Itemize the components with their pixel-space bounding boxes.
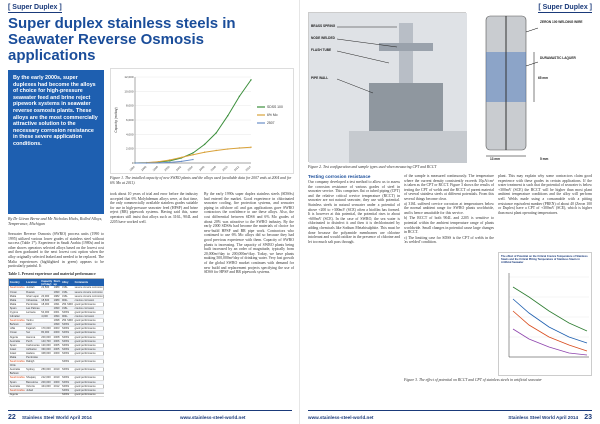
table-cell: Ashkelon: [25, 347, 40, 351]
table-cell: Malta: [9, 302, 25, 306]
table-cell: 1989: [53, 298, 60, 302]
table-cell: 2008: [53, 335, 60, 339]
table-header-cell: Country: [9, 279, 25, 286]
table-cell: Spain: [9, 380, 25, 384]
x-tick-label: 2010: [221, 164, 229, 173]
specimen-drawing: [472, 12, 592, 162]
table-cell: Fujairah: [25, 327, 40, 331]
table-cell: 18,000: [40, 302, 52, 306]
table-cell: 54,000: [40, 310, 52, 314]
table-cell: 2010: [53, 368, 60, 372]
data-point: [227, 115, 228, 116]
table-cell: 2003: [53, 327, 60, 331]
table-cell: good performance: [74, 343, 104, 347]
table-cell: Yanbu: [25, 319, 40, 323]
table-cell: good performance: [74, 351, 104, 355]
experience-table: [8, 278, 104, 394]
table-cell: 212,000: [40, 376, 52, 380]
table-body: [9, 286, 104, 396]
table-cell: SDSS: [61, 335, 74, 339]
table-cell: 80,000: [40, 331, 52, 335]
table-cell: good performance: [74, 327, 104, 331]
table-cell: Las Palmas: [26, 306, 40, 310]
data-point: [192, 154, 193, 155]
table-cell: 2005: [53, 347, 60, 351]
table-cell: 170,000: [40, 327, 52, 331]
table-cell: 1994: [53, 315, 60, 319]
table-cell: Saudi Arabia: [9, 319, 25, 323]
table-cell: severe crevice corrosion: [74, 290, 103, 294]
table-cell: 2009: [53, 380, 60, 384]
intro-box: By the early 2000s, super duplexes had become the alloys of choice for high-pressure seawater feed and brine reject pipework systems in seawater reverse osmosis plants. These alloys are the most commercially attractive solution to the necessary corrosion resistance in these severe application conditions.: [8, 70, 104, 214]
y-tick-label: 12,000: [124, 75, 134, 79]
potential-chart-title: The effect of Potential on the Critical Crevice Temperature of Stainless Steels and the Critical Pitting Temperature of Stainless Steels in Artificial Seawater: [501, 255, 588, 265]
y-tick-label: 2,000: [125, 146, 134, 151]
magazine-name: Stainless Steel World April 2014: [22, 415, 92, 420]
results-list: [404, 202, 494, 245]
table-cell: severe crevice corrosion: [74, 294, 103, 298]
y-tick-label: 10,000: [124, 89, 134, 94]
footer-rule: [8, 410, 292, 411]
table-cell: 22,500: [40, 286, 52, 290]
table-cell: 316L: [61, 306, 74, 310]
table-cell: good performance: [74, 384, 104, 388]
table-cell: Cirkewwa: [25, 298, 40, 302]
table-header-cell: Start-up: [53, 279, 61, 286]
table-cell: Spain: [9, 343, 25, 347]
data-point: [169, 159, 170, 160]
right-page: [300, 0, 600, 424]
x-tick-label: 2014: [244, 164, 252, 173]
page-number: 22: [8, 414, 16, 421]
table-cell: Jeddah: [25, 286, 40, 290]
table-cell: Malta: [9, 298, 25, 302]
table-cell: 2012: [53, 384, 60, 388]
section-tag: [ Super Duplex ]: [8, 4, 62, 11]
table-cell: good performance: [74, 347, 104, 351]
table-cell: crevice corrosion: [74, 298, 104, 302]
figure-3-caption: Figure 3. The effect of potential on RCCT and CPT of stainless steels in artificial seawater: [404, 378, 542, 382]
table-cell: Pembroke: [25, 356, 40, 360]
table-cell: Jubail: [25, 388, 40, 392]
x-tick-label: 1996: [140, 164, 148, 173]
table-cell: Australia: [9, 339, 25, 343]
table-cell: Sydney: [25, 368, 40, 372]
table-cell: good performance: [74, 339, 104, 343]
photo-label-4: PIPE WALL: [311, 76, 329, 80]
table-cell: SDSS: [61, 351, 74, 355]
table-row: [9, 376, 104, 380]
capacity-chart-svg: [111, 69, 295, 175]
table-cell: SDSS: [61, 368, 74, 372]
byline: By Dr Göran Berne and Mr Nicholas Hicks, Rolled Alloys, Temperance, Michigan: [8, 216, 103, 226]
data-point: [250, 147, 251, 148]
table-cell: 316L: [61, 286, 74, 290]
table-cell: 904L: [61, 315, 74, 319]
table-cell: SDSS: [61, 376, 74, 380]
x-tick-label: 2006: [198, 164, 206, 173]
table-cell: Israel: [9, 347, 25, 351]
table-cell: 1991: [53, 302, 60, 306]
y-tick-label: 6,000: [125, 118, 134, 122]
table-cell: good performance: [74, 392, 104, 396]
table-cell: Bahrain: [9, 323, 25, 327]
table-cell: Australia: [9, 384, 25, 388]
table-cell: 1998: [53, 319, 60, 323]
table-cell: 200,000: [40, 335, 52, 339]
table-cell: Barcelona: [25, 380, 40, 384]
table-cell: good performance: [74, 302, 104, 306]
y-tick-label: 8,000: [125, 103, 134, 108]
table-cell: good performance: [74, 331, 104, 335]
potential-chart-svg: [499, 267, 593, 371]
list-item: c) The limiting case for SDSS is the CPT of welds in the 'as welded' condition.: [404, 235, 494, 245]
table-cell: Perth: [25, 339, 40, 343]
table-cell: 2009: [53, 351, 60, 355]
specimen-label-wire: ZERON 100 WELDING WIRE: [540, 20, 583, 24]
table-row: [9, 392, 104, 396]
table-cell: good performance: [74, 323, 104, 327]
table-cell: Oman: [9, 290, 25, 294]
table-cell: Hadera: [25, 351, 40, 355]
section-heading: Testing corrosion resistance: [308, 174, 371, 179]
x-tick-label: 2002: [174, 164, 183, 173]
legend-label: 6% Mo: [267, 113, 278, 118]
list-item: b) The RCCT of both 904L and 2205 is sensitive to potential within the ambient temperature range of plants worldwide. Small changes in potential cause large changes in RCCT.: [404, 216, 494, 235]
table-cell: 1999: [53, 323, 60, 327]
table-cell: 348,000: [40, 351, 52, 355]
body-column-r1: Our company developed a test method to allow us to assess the corrosion resistance of various grades of steel in seawater service. This comprises flat or tubed piping (CPT) and the relative critical crevice temperature (RCCT) in seawater are not natural seawater, they use with potential. Stainless steels in natural seawater under a potential of above +200 to +300mV (SCE) often a biofilm has formed. It is however at this potential, the potential rises to about +600mV (SCE). In the case of SWRO, the sea water is chlorinated to disinfect it and then it is dechlorinated by adding chemicals like Sodium Metabisulphite. This must be done because the polyamide membranes are chlorine intolerant and would oxidize in the presence of chlorine and let too much salt pass through.: [308, 180, 400, 244]
specimen-dim-width: 13 mm: [490, 157, 501, 161]
table-cell: SDSS: [61, 380, 74, 384]
body-column-1: Seawater Reverse Osmosis (SWRO) process units (1990 to 1995) utilized various lower grades of stainless steel without success (Table 1*). Experience in Saudi Arabia (1980s) and in other shores operators selected alloys based on the lowest cost and then graduated to the next lowest cost option when the alloy originally selected leaked and needed to be replaced. The Malta experiences (highlighted in green) appears to be particularly painful. It: [8, 232, 104, 269]
table-cell: Saudi Arabia: [9, 376, 25, 380]
table-cell: 2010: [53, 376, 60, 380]
table-cell: Australia: [9, 368, 25, 372]
table-cell: Malta: [9, 294, 25, 298]
table-cell: SDSS: [61, 392, 74, 396]
legend-label: 2507: [267, 121, 275, 126]
table-cell: Cyprus: [9, 310, 25, 314]
table-cell: 20,000: [40, 294, 52, 298]
y-tick-label: 0: [131, 161, 134, 165]
table-cell: good performance: [74, 376, 104, 380]
photo-label-1: BRASS SPRING: [311, 24, 336, 28]
table-cell: SDSS: [61, 323, 74, 327]
data-point: [216, 150, 217, 151]
y-tick-label: 4,000: [125, 132, 134, 137]
data-point: [227, 148, 228, 149]
data-point: [181, 161, 182, 162]
table-cell: crevice corrosion: [74, 315, 104, 319]
data-point: [216, 132, 217, 133]
x-tick-label: 1998: [151, 164, 159, 173]
section-results: [404, 174, 494, 246]
table-cell: SDSS: [61, 327, 74, 331]
x-tick-label: 2004: [186, 164, 194, 173]
table-cell: Saudi Arabia: [9, 286, 25, 290]
data-point: [239, 96, 240, 97]
table-cell: UAE: [9, 327, 25, 331]
table-cell: Malta: [9, 356, 25, 360]
specimen-dim-height: 65 mm: [538, 76, 549, 80]
table-header-cell: Comments: [74, 279, 104, 286]
table-cell: Bahrain: [9, 372, 25, 376]
table-cell: SDSS: [61, 384, 74, 388]
table-1-caption: Table 1. Present experience and material performance: [8, 272, 96, 276]
table-cell: good performance: [74, 310, 104, 314]
table-cell: 2006: [53, 339, 60, 343]
table-cell: 254 SMO: [62, 302, 74, 306]
table-cell: [53, 392, 61, 396]
table-cell: 250,000: [40, 368, 52, 372]
table-cell: 254 SMO: [62, 319, 74, 323]
photo-label-2: NODE WELDED: [311, 36, 335, 40]
footer-rule: [308, 410, 592, 411]
figure-1-caption: Figure 1. The installed capacity of new SWRO plants and the alloys used (available data for 2007 ends at 2004 and for 6% Mo at 2011).: [110, 176, 292, 185]
page-number: 23: [584, 414, 592, 421]
experience-table-grid: [9, 279, 104, 397]
specimen-illustration: [472, 12, 592, 162]
data-point: [181, 157, 182, 158]
table-cell: 2009: [53, 331, 60, 335]
table-cell: good performance: [74, 335, 104, 339]
data-point: [158, 162, 159, 163]
table-cell: Israel: [9, 351, 25, 355]
table-cell: Ghar Lapsi: [26, 294, 39, 298]
section-testing: [308, 174, 400, 384]
table-cell: SDSS: [61, 310, 74, 314]
body-column-r2: of the sample is measured continuously. The temperature where the current density consistently exceeds 10µA/cm² is taken as the CPT or RCCT. Figure 3 shows the results of testing the CPT of welds and the RCCT of parent material of several stainless steels at different potentials. From this several things become clear.: [404, 174, 494, 201]
figure-2-caption: Figure 2. Test configuration and sample types used when measuring CPT and RCCT: [308, 165, 437, 169]
table-cell: 4,000: [40, 315, 52, 319]
photo-label-3: FLASH TUBE: [311, 48, 332, 52]
series-line-0: [135, 80, 251, 163]
magazine-name: Stainless Steel World April 2014: [508, 415, 578, 420]
table-cell: 316L: [61, 294, 74, 298]
table-cell: Chile: [9, 364, 25, 368]
table-row: [9, 286, 104, 290]
table-cell: 2001: [53, 310, 60, 314]
table-cell: SDSS: [61, 339, 74, 343]
data-point: [192, 159, 193, 160]
table-cell: severe crevice corrosion: [74, 286, 103, 290]
table-cell: Larnaca: [25, 310, 40, 314]
potential-chart: [498, 252, 592, 376]
data-point: [250, 79, 251, 80]
table-header-cell: Alloy: [61, 279, 74, 286]
table-cell: 1990: [53, 290, 60, 294]
body-column-r3: plant. This may explain why some contractors claim good experience with these grades in certain applications. If the water treatment is such that the potential of seawater is below +300mV (SCE) the RCCT will be higher than most plant ambient temperature conditions and the alloy will perform well. Welds made using a consumable with a pitting resistance equivalent number (PREN) of about 40 (Zeron 100 or Duplex) have a CPT of +300mV (SCE), which is higher than most plant operating temperatures.: [498, 174, 592, 215]
table-cell: 120,000: [40, 343, 52, 347]
table-cell: [25, 392, 40, 396]
table-cell: 2005: [53, 343, 60, 347]
table-cell: 200,000: [40, 380, 52, 384]
table-cell: Pembroke: [25, 302, 40, 306]
table-cell: Sur: [25, 331, 40, 335]
table-cell: good performance: [74, 360, 104, 364]
table-cell: Shuqaiq: [25, 376, 40, 380]
table-header-cell: Location: [25, 279, 40, 286]
data-point: [204, 152, 205, 153]
table-cell: Hamma: [25, 335, 40, 339]
table-cell: 444,000: [40, 384, 52, 388]
table-cell: SDSS: [61, 331, 74, 335]
table-cell: Saudi Arabia: [9, 360, 25, 364]
table-cell: SDSS: [61, 347, 74, 351]
y-axis-label: Capacity (m³/day): [114, 107, 118, 133]
table-cell: Hidd: [25, 323, 40, 327]
website-url: www.stainless-steel-world.net: [308, 415, 374, 420]
website-url: www.stainless-steel-world.net: [180, 415, 246, 420]
x-tick-label: 2012: [232, 164, 241, 173]
list-item: a) 316L suffered crevice corrosion at temperatures below the normal ambient range for SWRO plants worldwide, and is hence unsuitable for this service.: [404, 201, 494, 215]
table-cell: 18,600: [40, 298, 52, 302]
data-point: [192, 152, 193, 153]
x-tick-label: 2000: [163, 164, 171, 173]
table-cell: Saudi Arabia: [9, 388, 25, 392]
legend-label: SDSS 100: [267, 105, 283, 110]
section-tag: [ Super Duplex ]: [538, 4, 592, 11]
data-point: [169, 162, 170, 163]
data-point: [131, 161, 135, 165]
table-cell: Algeria: [9, 335, 25, 339]
x-tick-label: 1994: [128, 164, 136, 173]
data-point: [146, 162, 147, 163]
x-tick-label: 2008: [209, 164, 217, 173]
specimen-dim-width-2: 5 mm: [540, 157, 549, 161]
table-cell: Victoria: [25, 384, 40, 388]
table-cell: Carboneras: [26, 343, 40, 347]
table-cell: 1989: [53, 286, 60, 290]
article-title: Super duplex stainless steels in Seawater Reverse Osmosis applications: [8, 15, 236, 64]
body-column-2: took about 10 years of trial and error before the industry accepted that 6% Molybdenum alloys were, at that time, the only commercially available stainless grades suitable for use in high-pressure seawater feed (HPSF) and brine reject (BR) pipework systems. Having said this, some operators still insist that alloys such as 316L, 904L and 2205 have worked well.: [110, 192, 198, 224]
table-cell: SDSS: [61, 343, 74, 347]
data-point: [204, 144, 205, 145]
table-cell: 143,700: [40, 339, 52, 343]
table-cell: crevice corrosion: [74, 306, 104, 310]
table-cell: Rabigh: [25, 360, 40, 364]
table-cell: Ruwais: [25, 290, 40, 294]
table-cell: 1990: [53, 306, 60, 310]
test-rig-photo: [308, 12, 466, 162]
table-cell: 1982: [53, 294, 60, 298]
table-cell: good performance: [74, 388, 104, 392]
table-cell: good performance: [74, 380, 104, 384]
capacity-chart: [110, 68, 294, 174]
body-column-3: By the early 1990s super duplex stainless steels (SDSSs) had entered the market. Good experience in chlorinated seawater cooling, fire protection systems, and seawater piping in offshore oil and gas applications gave SWRO contractors the confidence to use these alloys. Also, the cost differential between SDSS and 6% Mo grades of about 20% was attractive to the SWRO industry. By the early 2000 SDSSs had become the materials of choice for new-build HPSF and BR pipe work. Contractors who continued to use 6% Mo alloys did so because they had good previous experience with them. Capacity of SWRO plants is increasing. The capacity of SWRO plants being built increased by an order of magnitude, typically from 20,000m³/day to 200,000m³/day. Today, we have plants making 500,000m³/day of drinking water. Very fast growth of the global SWRO market continues with demand for new build and replacement projects specifying the use of SDSS for HPSF and BR pipework systems.: [204, 192, 294, 275]
table-cell: SDSS: [61, 360, 74, 364]
table-cell: Gibraltar: [9, 315, 25, 319]
table-cell: Spain: [9, 306, 25, 310]
table-cell: Algeria: [9, 392, 25, 396]
table-cell: SDSS: [61, 388, 74, 392]
data-point: [239, 147, 240, 148]
table-cell: 316L: [61, 290, 74, 294]
table-cell: 330,000: [40, 347, 52, 351]
table-cell: Oman: [9, 331, 25, 335]
table-header-cell: Capacity (m³/day): [41, 279, 53, 286]
table-cell: good performance: [74, 319, 104, 323]
table-cell: [40, 392, 52, 396]
specimen-label-laquer: DURAMASTIC LAQUER: [540, 56, 576, 60]
table-cell: 904L: [61, 298, 74, 302]
table-cell: good performance: [74, 368, 104, 372]
